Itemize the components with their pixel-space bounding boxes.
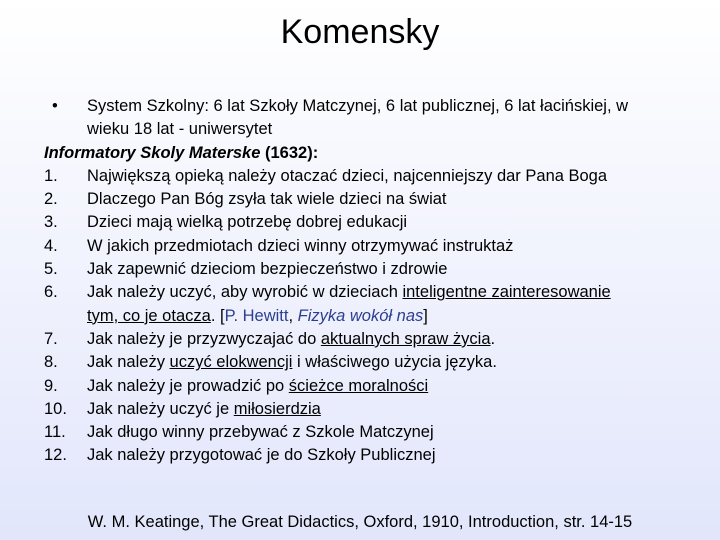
item-text: i właściwego użycia języka. [292,353,497,372]
list-item-9 [44,375,704,398]
underlined-text: tym, co je otacza [87,306,211,325]
item-text: Dzieci mają wielką potrzebę dobrej edukacji [87,213,408,232]
item-number: 11. [44,423,66,442]
item-text: Dlaczego Pan Bóg zsyła tak wiele dzieci na świat [87,190,447,209]
item-number: 2. [44,190,58,209]
underlined-text: uczyć elokwencji [169,353,293,372]
underlined-text: inteligentne zainteresowanie [402,283,611,302]
item-text: Jak długo winny przebywać z Szkole Matczynej [87,423,434,442]
item-number: 1. [44,166,58,185]
item-text: Jak należy [87,353,170,372]
item-number: 4. [44,236,58,255]
item-text: Jak należy je prowadzić po [87,376,289,395]
item-text: W jakich przedmiotach dzieci winny otrzymywać instruktaż [87,236,514,255]
list-item-11 [44,421,704,444]
bullet-item [44,95,704,142]
item-number: 3. [44,213,58,232]
item-number: 6. [44,283,58,302]
item-text: Jak należy je przyzwyczajać do [87,329,321,348]
item-text: . [490,329,496,348]
item-number: 12. [44,446,67,465]
item-number: 8. [44,353,58,372]
item-number: 7. [44,329,58,348]
list-item-2 [44,188,704,211]
slide-title: Komensky [280,13,440,51]
item-number: 9. [44,376,58,395]
reference-separator: , [288,306,298,325]
list-item-3 [44,211,704,234]
list-item-7 [44,328,704,351]
list-item-12 [44,444,704,467]
item-text: Największą opieką należy otaczać dzieci, najcenniejszy dar Pana Boga [87,166,608,185]
heading-title: Informatory Skoly Materske [44,143,261,162]
underlined-text: ścieżce moralności [288,376,429,395]
item-number: 5. [44,260,58,279]
bullet-line-1: System Szkolny: 6 lat Szkoły Matczynej, 6 lat publicznej, 6 lat łacińskiej, w [87,97,629,115]
item-text: . [ [210,306,225,325]
item-text: Jak należy uczyć, aby wyrobić w dzieciach [87,283,403,302]
item-6-line-2 [87,305,704,328]
list-item-4 [44,235,704,258]
item-text: Jak należy przygotować je do Szkoły Publicznej [87,446,436,465]
item-text: Jak zapewnić dzieciom bezpieczeństwo i zdrowie [87,260,448,279]
heading-year: (1632): [265,143,319,162]
reference-end: ] [423,306,428,325]
slide-content [44,95,704,468]
list-item-10 [44,398,704,421]
item-text: Jak należy uczyć je [87,399,234,418]
bullet-marker: • [52,97,58,115]
bullet-line-2: wieku 18 lat - uniwersytet [87,120,273,139]
item-6-line-1 [87,281,704,304]
list-item-6 [44,281,704,328]
underlined-text: miłosierdzia [233,399,321,418]
reference-author: P. Hewitt [224,306,289,325]
citation-footer: W. M. Keatinge, The Great Didactics, Oxford, 1910, Introduction, str. 14-15 [87,513,633,531]
list-item-1 [44,165,704,188]
reference-title: Fizyka wokół nas [297,306,424,325]
section-heading [44,142,704,165]
item-number: 10. [44,399,67,418]
list-item-5 [44,258,704,281]
underlined-text: aktualnych spraw życia [320,329,491,348]
list-item-8 [44,351,704,374]
